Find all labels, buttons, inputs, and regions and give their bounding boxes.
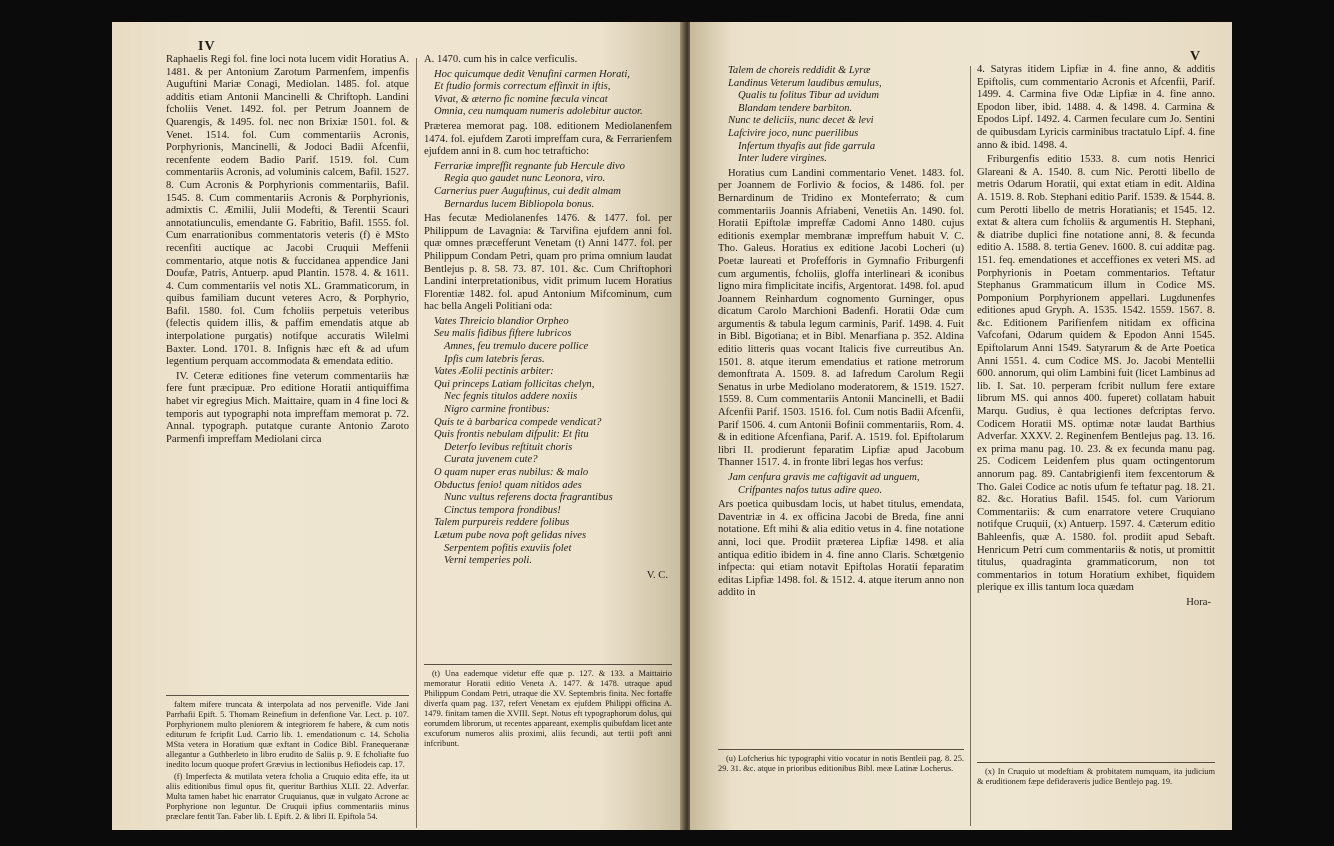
verse-line: Crifpantes nafos tutus adire queo. bbox=[738, 484, 883, 496]
left-col1-footnote-rule bbox=[166, 695, 409, 696]
verse-line: Bernardus lucem Bibliopola bonus. bbox=[444, 198, 595, 210]
verse-line: Nec fegnis titulos addere noxiis bbox=[444, 391, 578, 403]
right-col2-footnote-rule bbox=[977, 762, 1215, 763]
signature-vc: V. C. bbox=[646, 569, 668, 581]
verse-line: Talem purpureis reddere folibus bbox=[434, 517, 570, 529]
left-page-number: IV bbox=[198, 39, 216, 54]
verse-line: Amnes, feu tremulo ducere pollice bbox=[444, 341, 589, 353]
verse-line: Vates Æolii pectinis arbiter: bbox=[434, 366, 554, 378]
left-col1-paragraph-2: IV. Ceteræ editiones fine veterum commentariis hæ fere funt præcipuæ. Pro editione Horatii antiquiffima habet vir egregius Mich. Maittaire, quam in 4 fine loci & temporis aut typographi nota impreffam memorat p. 72. Annal. typograph. putatque curante Antonio Zaroto Parmenfi impreffam Mediolani circa bbox=[166, 370, 409, 445]
verse-line: Quis frontis nebulam difpulit: Et fitu bbox=[434, 429, 589, 441]
book-spread bbox=[112, 22, 1232, 830]
verse-line: Cinctus tempora frondibus! bbox=[444, 504, 561, 516]
left-col2-intro: A. 1470. cum his in calce verficulis. bbox=[424, 54, 578, 65]
right-col1-paragraph-2: Ars poetica quibusdam locis, ut habet titulus, emendata, Daventriæ in 4. ex officina Jacobi de Breda, fine anni notatione. Eft mihi & alia editio vetus in 4. fine notatione anni, loci que. Prodiit præterea Lipfiæ 1498. et alia antiqua editio ibidem in 4. fine anno Claris. Schœtgenio infpecta: qui etiam notavit Epiftolas Horatii feparatim editas Lipfiæ 1498. fol. & 1512. 4. atque iterum anno non addito in bbox=[718, 499, 964, 599]
footnote-continuation: faltem mifere truncata & interpolata ad nos pervenifle. Vide Jani Parrhafii Epift. 5. Thomam Reinefium in defenfione Var. Lect. p. 107. Porphyrionem multo pleniorem & integriorem fe habere, & cum notis editurum fe fcripfit Lud. Carrio lib. 1. emendationum c. 14. Scholia MSta vetera in Horatium quæ exftant in Codice Bibl. Franequeranæ allegantur a Guthberleto in libro erudito de Saliis p. 9. E fcholiafte fuo inedito locum quoque profert Grævius in lectionibus Hefiodeis cap. 17. bbox=[166, 700, 409, 769]
footnote-f: (f) Imperfecta & mutilata vetera fcholia a Cruquio edita effe, ita ut aliis editionibus fimul opus fit, queritur Barthius XLII. 22. Adverfar. Multa tamen habet hic enarrator Cruquianus, quæ in vulgato Acrone ac Porphyrione non leguntur. De Cruquii ipfius commentariis minus præclare fentit Tan. Faber lib. I. Epift. 2. & libri II. Epiftola 54. bbox=[166, 772, 409, 821]
verse-line: Quis te à barbarica compede vendicat? bbox=[434, 416, 602, 428]
left-col1-footnotes bbox=[166, 700, 409, 824]
verse-line: Ipfis cum latebris feras. bbox=[444, 353, 545, 365]
verse-line: Hoc quicumque dedit Venufini carmen Horati, bbox=[434, 68, 630, 80]
right-col1-paragraph-1: Horatius cum Landini commentario Venet. 1483. fol. per Joannem de Forlivio & focios, & 1486. fol. per Bernardinum de Tridino ex Monteferrato; & cum commentariis Joannis Afriabeni, Venetiis An. 1490. fol. Horatii Epiftolæ impreffæ Cadomi Anno 1480. cujus editionis exemplar membranæ impreffum habuit V. C. Tho. Galeus. Horatius ex editione Jacobi Locheri (u) Poetæ laureati et Profefforis in Gymnafio Friburgenfi cum argumentis, fcholiis, gloffa interlineari & iconibus ligno mira fimplicitate incifis, Argentorat. 1498. fol. apud Joannem Reinhardum cognomento Gurninger, opus dicatum Carolo Marchioni Badenfi. Horatii Odæ cum argumentis & tabula legum carminis, Parif. 1498. 4. Fuit in Bibl. Bigotiana; et in Bibl. Menarfiana p. 352. Aldina editio litteris quas vocant Italicis five curreutibus An. 1501. 8. atque iterum emendatius et ratione metrorum demonftrata A. 1509. 8. ad Iafredum Carolum Regii Senatus in urbe Mediolano moderatorem, & 1519. 1527. 1559. 8. Cum commentariis Antonii Mancinelli, et Badii Afcenfii Parif. 1503. 1516. fol. Cum notis Badii Afcenfii, Parif 1506. 4. cum Antonii Bofinii commentariis, Rom. 4. & in editione Afcenfiana, Parif. A. 1519. fol. Epiftolarum libri II. prodierunt feparatim Lipfiæ apud Jacobum Thanner 1517. 4. in fronte libri legas hos verfus: bbox=[718, 167, 964, 469]
left-col2-footnote bbox=[424, 669, 672, 751]
column-divider bbox=[970, 66, 971, 826]
right-page-number: V bbox=[1190, 49, 1202, 64]
verse-line: Carnerius puer Auguftinus, cui dedit almam bbox=[434, 185, 621, 197]
verse-line: Verni temperies poli. bbox=[444, 555, 532, 567]
verse-line: Nunc vultus referens docta fragrantibus bbox=[444, 492, 613, 504]
left-col2-paragraph-1: Præterea memorat pag. 108. editionem Mediolanenfem 1474. fol. ejufdem Zaroti impreffam cura, & Ferrarienfem ejufdem anni in 8. cum hoc tetrafticho: bbox=[424, 120, 672, 158]
verse-line: Blandam tendere barbiton. bbox=[738, 102, 853, 114]
verse-line: Ferrariæ impreffit regnante fub Hercule divo bbox=[434, 160, 625, 172]
verse-line: Seu malis fidibus fiftere lubricos bbox=[434, 328, 572, 340]
right-col2-footnote bbox=[977, 767, 1215, 789]
right-col2-paragraph-1: 4. Satyras itidem Lipfiæ in 4. fine anno, & additis Epiftolis, cum commentario Acronis et Afcenfii, Parif. 1499. 4. Carmina five Odæ Lipfiæ in 4. fine anno. Epodon liber, ibid. 1488. 4. & 1498. 4. Carmina & Epodos Lipf. 1492. 4. Carmen feculare cum Jo. Sentini de quibusdam Lyricis carminibus tractatulo Lipf. 4. fine anno & ibid. 1498. 4. bbox=[977, 64, 1215, 151]
verse-talem bbox=[718, 65, 964, 166]
verse-line: Talem de choreis reddidit & Lyræ bbox=[728, 65, 871, 76]
footnote-t: (t) Una eademque videtur effe quæ p. 127. & 133. a Maittairio memoratur Horatii editio Veneta A. 1477. & 1478. utraque apud Philippum Condam Petri, utraque die XV. Septembris finita. Nec fortaffe diverfa quam pag. 137, refert Venetam ex ejufdem Philippi officina A. 1479. finitam tamen die XVIII. Sept. Notus eft typographorum dolus, qui eorumdem librorum, ut recentes appareant, exemplis quibufdam licet ante excuforum numeros aliis proximi, aliis fecundi, aut tertii poft anni infcribunt. bbox=[424, 669, 672, 748]
verse-line: Jam cenfura gravis me caftigavit ad unguem, bbox=[728, 472, 920, 483]
right-column-2 bbox=[977, 64, 1215, 610]
footnote-u: (u) Lofcherius hic typographi vitio vocatur in notis Bentleii pag. 8. 25. 29. 31. &c. atque in prioribus editionibus Bibl. meæ Latinæ Locherus. bbox=[718, 754, 964, 773]
verse-line: Lætum pube nova poft gelidas nives bbox=[434, 529, 587, 541]
left-column-1 bbox=[166, 54, 409, 448]
verse-line: Obductus fenio! quam nitidos ades bbox=[434, 479, 582, 491]
verse-line: Qui princeps Latiam follicitas chelyn, bbox=[434, 378, 595, 390]
catchword: Hora- bbox=[1186, 596, 1211, 608]
left-column-2 bbox=[424, 54, 672, 582]
footnote-x: (x) In Cruquio ut modeftiam & probitatem numquam, ita judicium & eruditionem fæpe defideraveris judice Bentlejo pag. 19. bbox=[977, 767, 1215, 786]
verse-ferrariae bbox=[424, 161, 672, 211]
verse-line: Curata juvenem cute? bbox=[444, 454, 538, 466]
right-column-1 bbox=[718, 64, 964, 602]
verse-line: Nigro carmine frontibus: bbox=[444, 404, 550, 416]
verse-line: O quam nuper eras nubilus: & malo bbox=[434, 467, 589, 478]
verse-line: Infertum thyafis aut fide garrula bbox=[738, 140, 876, 152]
verse-venusini bbox=[424, 69, 672, 119]
column-divider bbox=[416, 58, 417, 828]
verse-line: Vates Threicio blandior Orpheo bbox=[434, 315, 569, 327]
verse-line: Regia quo gaudet nunc Leonora, viro. bbox=[444, 173, 606, 185]
verse-line: Nunc te deliciis, nunc decet & levi bbox=[728, 115, 874, 127]
verse-line: Omnia, ceu numquam numeris adolebitur auctor. bbox=[434, 106, 643, 118]
right-col2-paragraph-2: Friburgenfis editio 1533. 8. cum notis Henrici Glareani & A. 1540. 8. cum Nic. Perotti libello de metris Odarum Horatii, qui extat etiam in edit. Aldina A. 1519. 8. Rob. Stephani editio Parif. 1539. & 1544. 8. cum Perotti libello de metris Horatianis; et 1545. 12. extat & altera cum fcholiis & argumentis H. Stephani, & diatribe duplici fine notatione anni, 8. & fecunda editio A. 1588. 8. tertia Genev. 1600. 8. cui additæ pag. 151. feq. emendationes et acceffiones ex veteri MS. ad Porphyrionis in Poetam commentarios. Teftatur Stephanus Grammaticum illum in Codice MS. Pomponium Porphyrionem appellari. Lugdunenfes editiones apud Gryph. A. 1535. 1542. 1559. 1567. 8. &c. Editionem Parifienfem nitidam ex officina Vafcofani, Odarum quidem & Epodon Anni 1545. Epiftolarum Anni 1549. Satyrarum & de Arte Poetica Anni 1551. 4. cum Codice MS. Jo. Jacobi Mentellii 600. annorum, qui olim Lambini fuit (licet Lambinus ad lib. I. Sat. 10. perperam fcribit nullum fere extare librum MS. qui annos 400. fuperet) collatam habuit Marqu. Gudius, è qua lectiones defcriptas fervo. Codicem Horatii MS. optimæ notæ laudat Barthius Adverfar. XXXV. 2. Reginenfem Bentlejus pag. 13. 16. ex prima manu pag. 10. 23. & ex fecunda manu pag. 25. Codicem Leidenfem plus quam octingentorum annorum pag. 89. Cantabrigienfi item fexcentorum & Tho. Galei Codice ac notis ufum fe teftatur pag. 18. 21. 82. &c. Horatius Bafil. 1545. fol. cum Variorum Commentariis: & cum enarratore vetere Cruquiano notifque Cruquii, (x) Antuerp. 1597. 4. Cæterum editio Bahleenfis, quæ A. 1580. fol. prodiit apud Sebaft. Henricum Petri cum commentariis & notis, ut promittit titulus, quadraginta grammaticorum, non tot commentarios in totum Horatium exhibet, fiquidem plerique ex illis tantum loca quædam bbox=[977, 154, 1215, 594]
left-col2-paragraph-2: Has fecutæ Mediolanenfes 1476. & 1477. fol. per Philippum de Lavagnia: & Tarvifina ejufdem anni fol. quæ omnes præcefferunt Venetam (t) Anni 1477. fol. per Philippum Condam Petri, quam pro prima omnium laudat Bentlejus p. 8. 58. 73. 87. 101. &c. Cum Chriftophori Landini interpretationibus, vidit primum lucem Horatius Florentiæ 1482. fol. apud Antonium Mifcominum, cum hac bella Angeli Politiani oda: bbox=[424, 213, 672, 313]
verse-censura bbox=[718, 472, 964, 497]
right-page bbox=[690, 22, 1232, 830]
verse-line: Deterfo levibus reftituit choris bbox=[444, 441, 573, 453]
right-col1-footnote bbox=[718, 754, 964, 776]
verse-line: Lafcivire joco, nunc puerilibus bbox=[728, 127, 859, 139]
left-page bbox=[112, 22, 684, 830]
right-col1-footnote-rule bbox=[718, 749, 964, 750]
left-col2-footnote-rule bbox=[424, 664, 672, 665]
verse-line: Vivat, & æterno fic nomine fæcula vincat bbox=[434, 93, 608, 105]
verse-line: Et ftudio formis correctum effinxit in iftis, bbox=[434, 81, 611, 93]
left-col1-paragraph-1: Raphaelis Regi fol. fine loci nota lucem vidit Horatius A. 1481. & per Antonium Zarotum Parmenfem, impenfis Auguftini Mariæ Conagi, Mediolan. 1485. fol. atque additis etiam Antonii Mancinelli & Chriftoph. Landini fcholiis Venet. 1492. fol. per Petrum Joannem de Quarengis, & 1495. fol. nec non Brixiæ 1501. fol. & Venet. 1514. fol. Cum commentariis Acronis, Porphyrionis, Mancinelli, & Jodoci Badii Afcenfii, recenfente eodem Badio Parif. 1519. fol. Cum commentariis Acronis, ad voluminis calcem, Bafil. 1527. 8. Cum Acronis & Porphyrionis commentariis, Bafil. 1545. 8. Cum commentariis Acronis & Porphyrionis, admixtis C. Æmilii, Julii Modefti, & Terentii Scauri annotatiunculis, emendante G. Fabritio, Bafil. 1555. fol. Cum enarrationibus commentatoris veteris (f) è MSto recenfiti auctique ac Jacobi Cruquii Meffenii commentario, atque notis & fuccidanea appendice Jani Doufæ, Patris, Antuerp. apud Plantin. 1578. 4. & 1611. 4. Cum commentariis vel notis XL. Grammaticorum, in quibus familiam ducunt veteres Acro, & Porphyrio, Bafil. 1580. fol. Cum fcholiis perpetuis veteribus (felectis quidem illis, & paffim emendatis atque ab interpolatione purgatis) notifque accuratis Wilelmi Baxter. Lond. 1701. 8. Infignis hæc eft & ad ufum legentium perquam accommodata & emendata editio. bbox=[166, 54, 409, 368]
verse-politiani-ode bbox=[424, 316, 672, 568]
verse-line: Serpentem pofitis exuviis folet bbox=[444, 542, 572, 554]
verse-line: Inter ludere virgines. bbox=[738, 153, 827, 165]
verse-line: Qualis tu folitus Tibur ad uvidum bbox=[738, 90, 879, 102]
verse-line: Landinus Veterum laudibus æmulus, bbox=[728, 77, 882, 89]
